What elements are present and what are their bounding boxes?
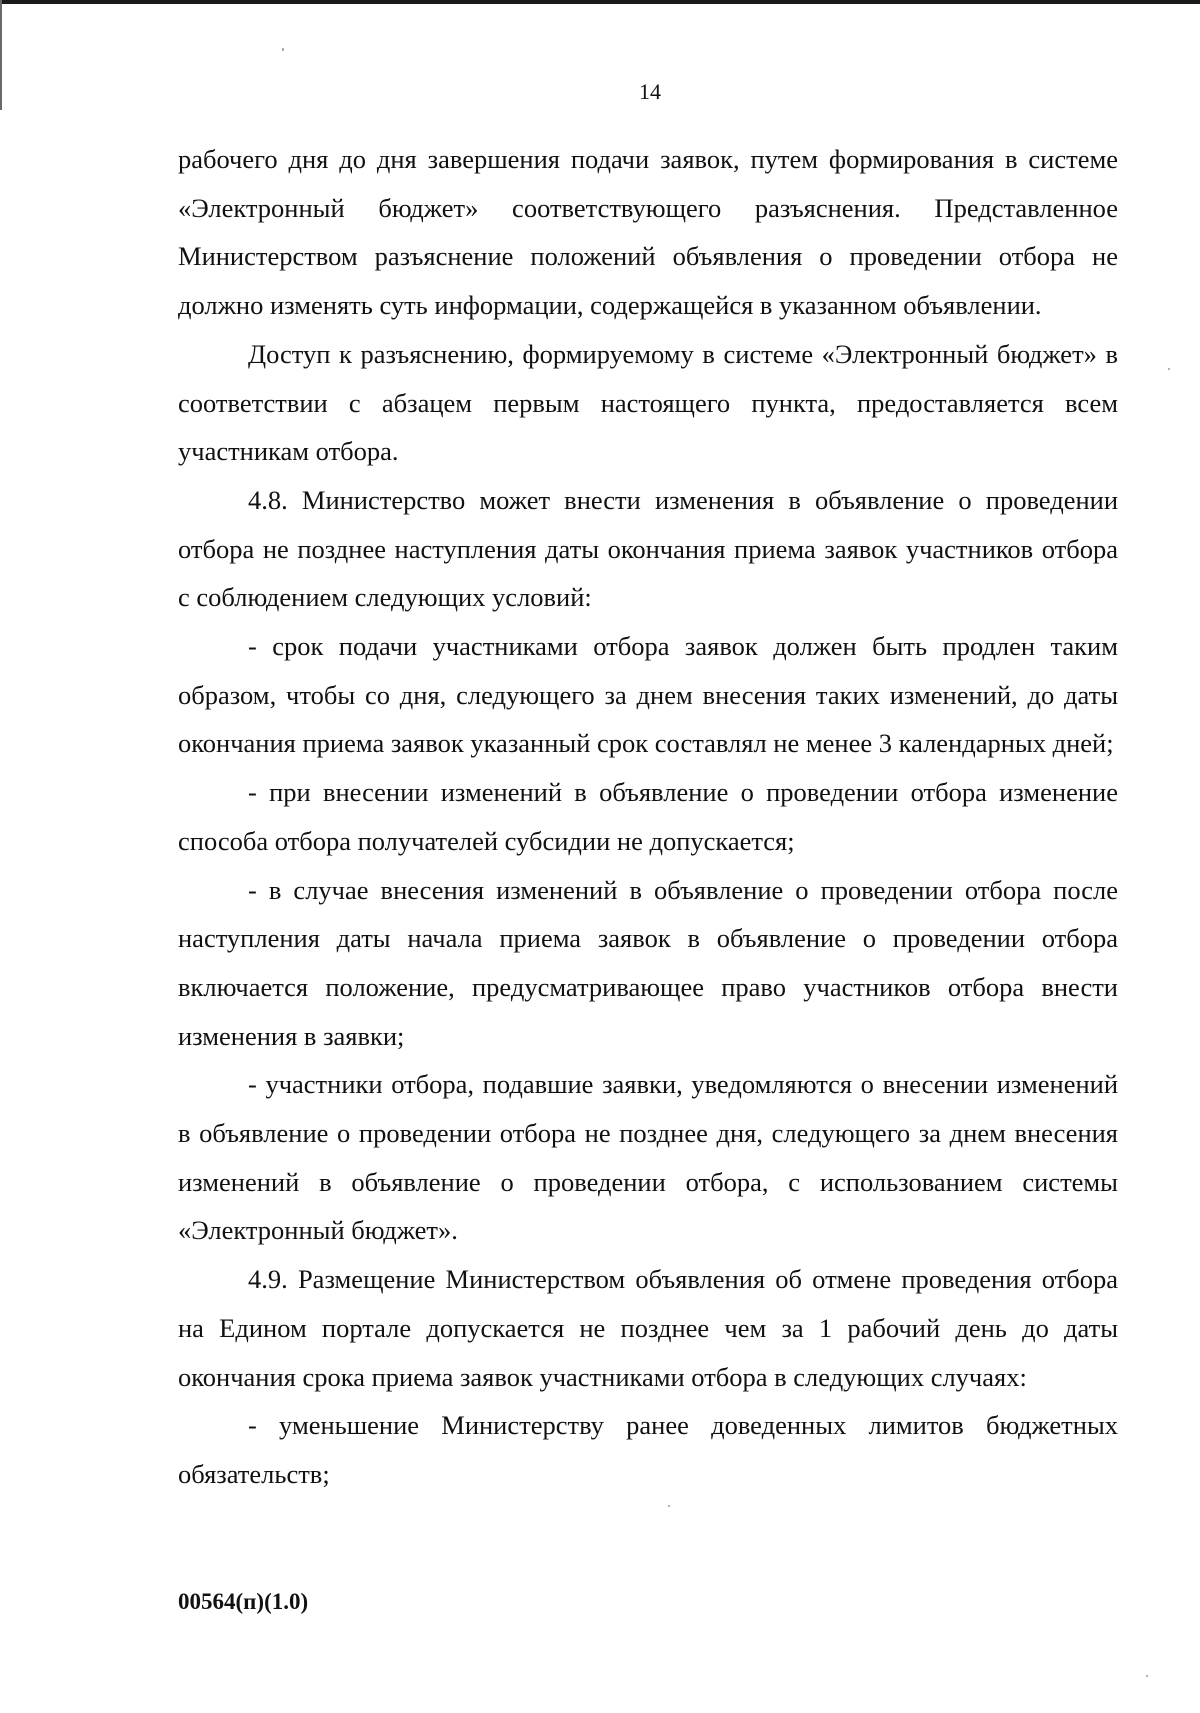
- scan-speck: [282, 48, 284, 51]
- body-text: [178, 135, 1118, 1499]
- list-item-deadline: - срок подачи участниками отбора заявок должен быть продлен таким образом, чтобы со дня, следующего за днем внесения таких изменений, до даты окончания приема заявок указанный срок составлял не менее 3 календарных дней;: [178, 631, 1118, 759]
- list-item-amend-applications: - в случае внесения изменений в объявление о проведении отбора после наступления даты начала приема заявок в объявление о проведении отбора включается положение, предусматривающее право участников отбора внести изменения в заявки;: [178, 874, 1118, 1051]
- paragraph-clarification: рабочего дня до дня завершения подачи заявок, путем формирования в системе «Электронный бюджет» соответствующего разъяснения. Представленное Министерством разъяснение положений объявления о проведении отбора не должно изменять суть информации, содержащейся в указанном объявлении.: [178, 144, 1118, 321]
- paragraph-4-8: 4.8. Министерство может внести изменения в объявление о проведении отбора не позднее наступления даты окончания приема заявок участников отбора с соблюдением следующих условий:: [178, 484, 1118, 613]
- page-number: 14: [639, 79, 661, 104]
- paragraph-4-9: 4.9. Размещение Министерством объявления об отмене проведения отбора на Едином портале допускается не позднее чем за 1 рабочий день до даты окончания срока приема заявок участниками отбора в следующих случаях:: [178, 1264, 1118, 1392]
- list-item-budget-limits: - уменьшение Министерству ранее доведенных лимитов бюджетных обязательств;: [178, 1410, 1118, 1489]
- scan-speck: [1146, 1675, 1148, 1677]
- scan-speck: [1168, 368, 1170, 370]
- paragraph-access: Доступ к разъяснению, формируемому в системе «Электронный бюджет» в соответствии с абзацем первым настоящего пункта, предоставляется всем участникам отбора.: [178, 338, 1118, 467]
- list-item-notification: - участники отбора, подавшие заявки, уведомляются о внесении изменений в объявление о проведении отбора не позднее дня, следующего за днем внесения изменений в объявление о проведении отбора, с использованием системы «Электронный бюджет».: [178, 1069, 1118, 1246]
- scan-top-edge: [0, 0, 1200, 4]
- document-code: 00564(п)(1.0): [178, 1589, 309, 1614]
- scan-speck: [668, 1505, 670, 1507]
- list-item-method: - при внесении изменений в объявление о проведении отбора изменение способа отбора получателей субсидии не допускается;: [178, 777, 1118, 856]
